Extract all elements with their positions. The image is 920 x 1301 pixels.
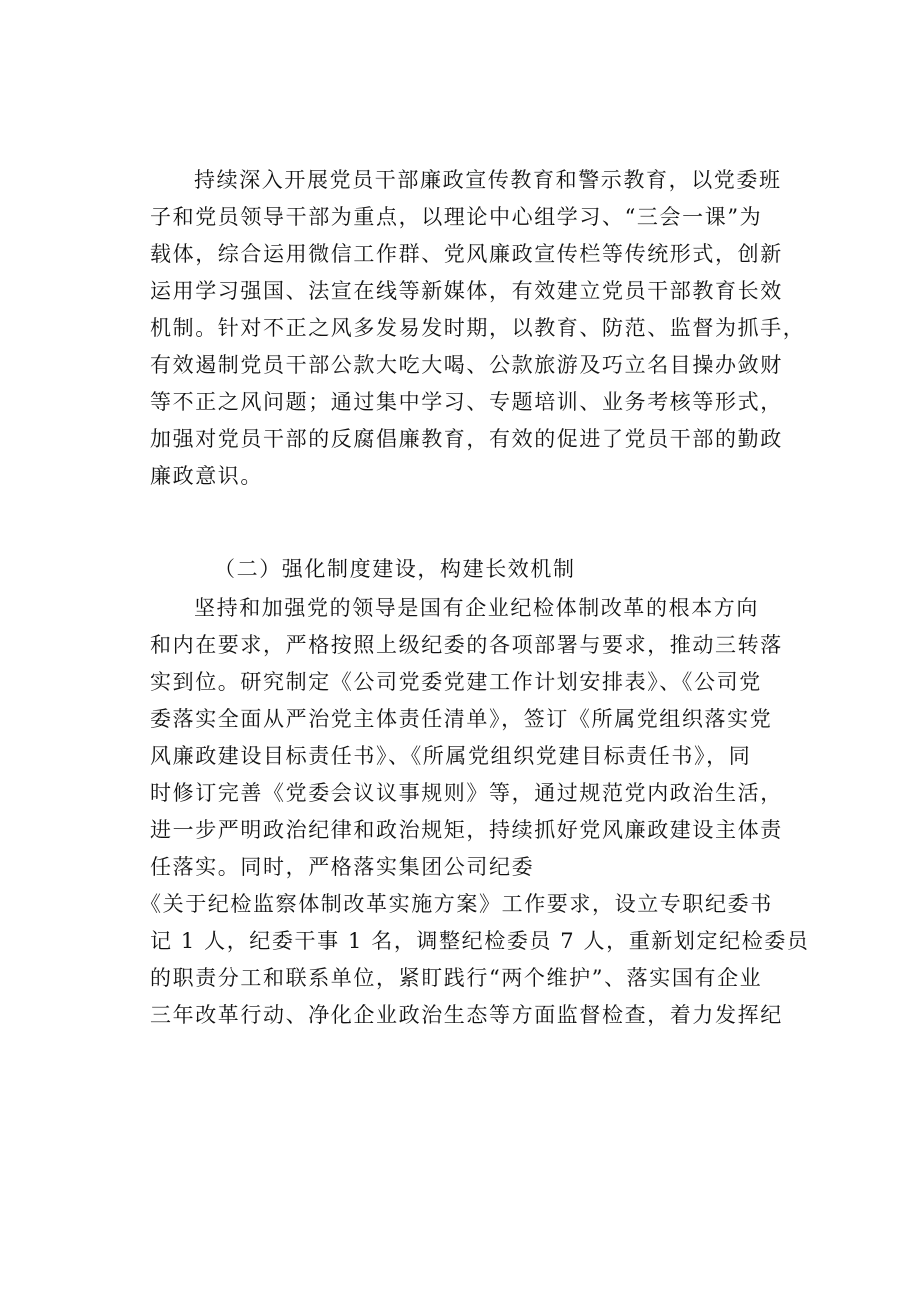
text-line: 载体，综合运用微信工作群、党风廉政宣传栏等传统形式，创新 bbox=[150, 242, 783, 266]
text-line: 时修订完善《党委会议议事规则》等，通过规范党内政治生活， bbox=[150, 781, 783, 805]
text-line: 等不正之风问题；通过集中学习、专题培训、业务考核等形式， bbox=[150, 390, 783, 414]
text-line: 任落实。同时，严格落实集团公司纪委 bbox=[150, 855, 535, 879]
text-line: 机制。针对不正之风多发易发时期，以教育、防范、监督为抓手， bbox=[150, 316, 806, 340]
text-line: 委落实全面从严治党主体责任清单》，签订《所属党组织落实党 bbox=[150, 707, 773, 731]
paragraph-system-construction bbox=[140, 590, 810, 1034]
text-line: 《关于纪检监察体制改革实施方案》工作要求，设立专职纪委书 bbox=[140, 892, 773, 916]
text-line: 进一步严明政治纪律和政治规矩，持续抓好党风廉政建设主体责 bbox=[150, 818, 783, 842]
text-line: 实到位。研究制定《公司党委党建工作计划安排表》、《公司党 bbox=[150, 670, 762, 694]
text-line: 廉政意识。 bbox=[150, 464, 263, 488]
text-line: 和内在要求，严格按照上级纪委的各项部署与要求，推动三转落 bbox=[150, 633, 783, 657]
text-line: 加强对党员干部的反腐倡廉教育，有效的促进了党员干部的勤政 bbox=[150, 427, 783, 451]
text-line: 的职责分工和联系单位，紧盯践行“两个维护”、落实国有企业 bbox=[150, 966, 763, 990]
text-line: 运用学习强国、法宣在线等新媒体，有效建立党员干部教育长效 bbox=[150, 279, 783, 303]
text-line: 坚持和加强党的领导是国有企业纪检体制改革的根本方向 bbox=[194, 596, 759, 620]
text-line: 持续深入开展党员干部廉政宣传教育和警示教育，以党委班 bbox=[194, 168, 782, 192]
text-line: 风廉政建设目标责任书》、《所属党组织党建目标责任书》，同 bbox=[150, 744, 752, 768]
text-line: 三年改革行动、净化企业政治生态等方面监督检查，着力发挥纪 bbox=[150, 1003, 783, 1027]
section-heading bbox=[150, 551, 800, 588]
text-line: 子和党员领导干部为重点，以理论中心组学习、“三会一课”为 bbox=[150, 205, 763, 229]
section-heading-text: （二）强化制度建设，构建长效机制 bbox=[214, 557, 576, 581]
text-line: 记 1 人，纪委干事 1 名，调整纪检委员 7 人，重新划定纪检委员 bbox=[150, 929, 810, 953]
paragraph-party-education bbox=[150, 162, 806, 495]
text-line: 有效遏制党员干部公款大吃大喝、公款旅游及巧立名目操办敛财 bbox=[150, 353, 783, 377]
